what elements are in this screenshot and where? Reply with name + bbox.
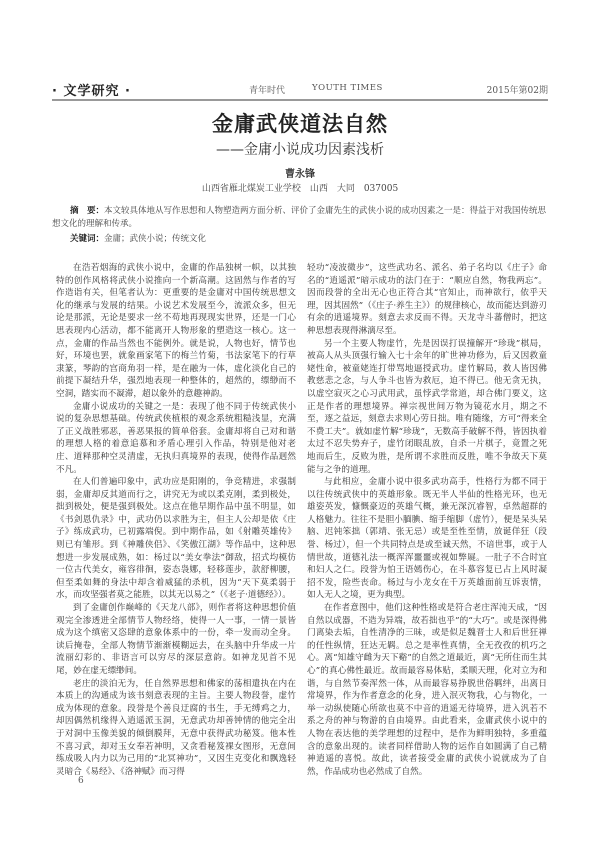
keywords-text: 金庸；武侠小说；传统文化 bbox=[104, 234, 207, 244]
page-number: 6 bbox=[78, 776, 84, 786]
keywords bbox=[70, 232, 206, 244]
section-label: · 文学研究 · bbox=[52, 84, 131, 99]
paragraph: 在浩若烟海的武侠小说中，金庸的作品独树一帜，以其独特的创作风格将武侠小说推向一个新高潮。这固然与作者的写作造诣有关，但笔者认为：更重要的是金庸对中国传统思想文化的继承与发展的结果。小说艺术发展至今，流派众多，但无论是那派，无论是要求一丝不苟地再现现实世界，还是一门心思表现内心活动，都不能离开人物形象的塑造这一核心。这一点，金庸的作品当然也不能例外。就是说，人物也好，情节也好，环境也罢，就象画家笔下的梅兰竹菊，书法家笔下的行草隶篆，琴韵的宫商角羽一样，是在融为一体，虚化淡化自己的前提下凝结升华，强烈地表现一种整体的，超然的，缥缈而不空洞，踏实而不凝滞，超以象外的意趣神韵。 bbox=[56, 263, 296, 399]
body-column-right bbox=[307, 262, 547, 778]
body-column-left bbox=[56, 262, 296, 778]
keywords-label: 关键词： bbox=[70, 234, 105, 244]
article-subtitle: ——金庸小说成功因素浅析 bbox=[216, 142, 384, 158]
header-divider bbox=[52, 99, 548, 101]
journal-name-en: YOUTH TIMES bbox=[312, 83, 383, 93]
paragraph: 另一个主要人物虚竹，先是因误打误撞解开“珍珑”棋局，被高人从头顶强行输入七十余年的旷世神功修为，后又因救童姥性命，被童姥连打带骂地逼授武功。虚竹解局，救人皆因佛教慈悲之念，与人争斗也皆为救厄，迫不得已。他无贪无执，以虚空寂灭之心习武用武，虽悖武学常道，却合佛门要义，这正是作者的理想境界。禅宗视世间万物为镜花水月，期之不至，逐之益远，刻意去求则心劳日拙。唯有随缘，方可“得来全不费工夫”。就如虚竹解“珍珑”，无数高手破解不得，皆因执着太过不忍失势弃子，虚竹闭眼乱放，自杀一片棋子，竟置之死地而后生，反败为胜，是所谓不求胜而反胜，唯不争故天下莫能与之争的道理。 bbox=[307, 338, 547, 475]
abstract-text: 本文较具体地从写作思想和人物塑造两方面分析、评价了金庸先生的武侠小说的成功因素之一是：得益于对我国传统思想文化的理解和传承。 bbox=[52, 206, 547, 229]
paragraph: 在作者意图中，他们这种性格或是符合老庄浑沌天成，“因自然以成器，不造为异端，故若拙也乎”的“大巧”。或是深得佛门离染去垢，自性清净的三昧，或是似足魏晋士人和后世狂禅的任性纵情，狂达无羁。总之是率性真情，全无孜孜的机巧之心。离“知雄守雌为天下谿”的自然之道最近，离“无所住而生其心”的真心佛性最近。故而最容易体贴，柔顺天理，化对立为和谐，与自然节奏浑然一体，从而最容易挣脱世俗羁绊，出离日常境界，作为作者意念的化身，进入泯灭物我，心与物化，一举一动纵使随心所欲也莫不中音的逍遥无待境界，进入汎若不系之舟的神与物游的自由境界。由此看来，金庸武侠小说中的人物在表达他的美学理想的过程中，是作为鲜明独特，多重蕴含的意象出现的。读者同样借助人物的运作自如圆满了自己精神逍遥的喜悦。故此，读者接受金庸的武侠小说就成为了自然，作品成功也必然成了自然。 bbox=[307, 603, 547, 777]
article-title: 金庸武侠道法自然 bbox=[212, 111, 388, 136]
issue-label: 2015年第02期 bbox=[486, 86, 548, 96]
paragraph: 老庄的淡泊无为，任自然界思想和佛家的荡相遣执在内在本质上的沟通成为该书刻意表现的主旨。主要人物段誉，虚竹成为体现的意象。段誉是个善良迂腐的书生，手无缚鸡之力，却因偶然机缘得入逍遥派玉洞，无意武功却善钟情的他完全出于对洞中玉像美貌的倾倒膜拜，无意中获得武功秘笈。他本性不喜习武，却对玉女奉若神明，又贪看秘笈裸女图形，无意间练成吸人内力以为己用的“北冥神功”，又因生克变化和飘逸轻灵暗合《易经》、《洛神赋》而习得 bbox=[56, 678, 296, 777]
journal-name-cn: 青年时代 bbox=[249, 86, 286, 96]
abstract bbox=[52, 205, 550, 231]
paragraph: 金庸小说成功的关键之一是：表现了他不同于传统武侠小说的复杂思想基础。传统武侠植根的观念系统粗糙浅显，充满了正义战胜邪恶，善恶果报的简单俗套。金庸却将自己对和谐的理想人格的着意追慕和矛盾心理引入作品，特别是他对老庄、道释那种空灵清虚，无执归真境界的表现，使得作品迥然不凡。 bbox=[56, 401, 296, 475]
running-header bbox=[52, 80, 548, 99]
paragraph: 到了金庸创作巅峰的《天龙八部》，则作者将这种思想价值观完全渗透进全部情节人物经络，使得一人一事，一情一景皆成为这个缜密又恣肆的意象体系中的一份，牵一发而动全身。读后掩卷，全部人物情节渐渐模糊远去，在头脑中升华成一片流丽幻彩的、非语言可以穷尽的深层意韵。如神龙见首不见尾，妙在虚无缥缈间。 bbox=[56, 603, 296, 676]
paragraph: 轻功“凌波微步”，这些武功名、派名、弟子名均以《庄子》命名的“逍遥派”暗示成功的法门在于：“顺应自然，物我两忘”。因而段誉的全出无心也正符合其“官知止，而神欲行，依乎天理，因其固然”（《庄子·养生主》）的规律核心，故而能达到游刃有余的逍遥境界。刻意去求反而不得。天龙寺斗蕃僧时，把这种思想表现得淋漓尽至。 bbox=[307, 263, 547, 336]
paragraph: 在人们普遍印象中，武功应是阳刚的，争竞精进，求强制弱，金庸却反其道而行之，讲究无为或以柔克刚，柔到极处，拙到极处，便是强到极处。这点在他早期作品中虽不明显，如《书剑恩仇录》中，武功仍以求胜为主，但主人公却是依《庄子》练成武功，已初露端倪。到中期作品，如《射雕英雄传》则已有雏形。到《神雕侠侣》、《笑傲江湖》等作品中，这种思想进一步发展成熟，如：杨过以“美女拳法”御敌，招式均模仿一位古代美女，雍容徘徊，姿态袅娜，轻移莲步，款舒柳腰，但至柔如舞的身法中却含着威猛的杀机，因为“天下莫柔弱于水，而攻坚强者莫之能胜，以其无以易之”（《老子·道德经》）。 bbox=[56, 477, 296, 601]
author-name: 曹永锋 bbox=[285, 169, 315, 180]
abstract-label: 摘 要： bbox=[70, 206, 105, 216]
author-affiliation: 山西省雁北煤炭工业学校 山西 大同 037005 bbox=[201, 184, 399, 194]
paragraph: 与此相应，金庸小说中很多武功高手，性格行为都不同于以往传统武侠中的英雄形象。既无半人半仙的性格光环，也无雄姿英发，慷慨豪迈的英雄气概，兼无深沉睿智，卓然超群的人格魅力。往往不是胆小腼腆、缩手缩脚（虚竹），便是呆头呆脑、迟钝笨拙（郭靖、张无忌）或是至性至情，放诞佯狂（段誉、杨过），但一个共同特点是或至诚天然，不谙世事，或于人情世故，道德礼法一概浑浑噩噩或视如弊屣。一肚子不合时宜和妇人之仁。段誉为怕王语嫣伤心，在斗慕容复已占上风时凝招不发，险些丧命。杨过与小龙女在千万英雄面前互诉衷情，如人无人之境，更为典型。 bbox=[307, 477, 547, 601]
